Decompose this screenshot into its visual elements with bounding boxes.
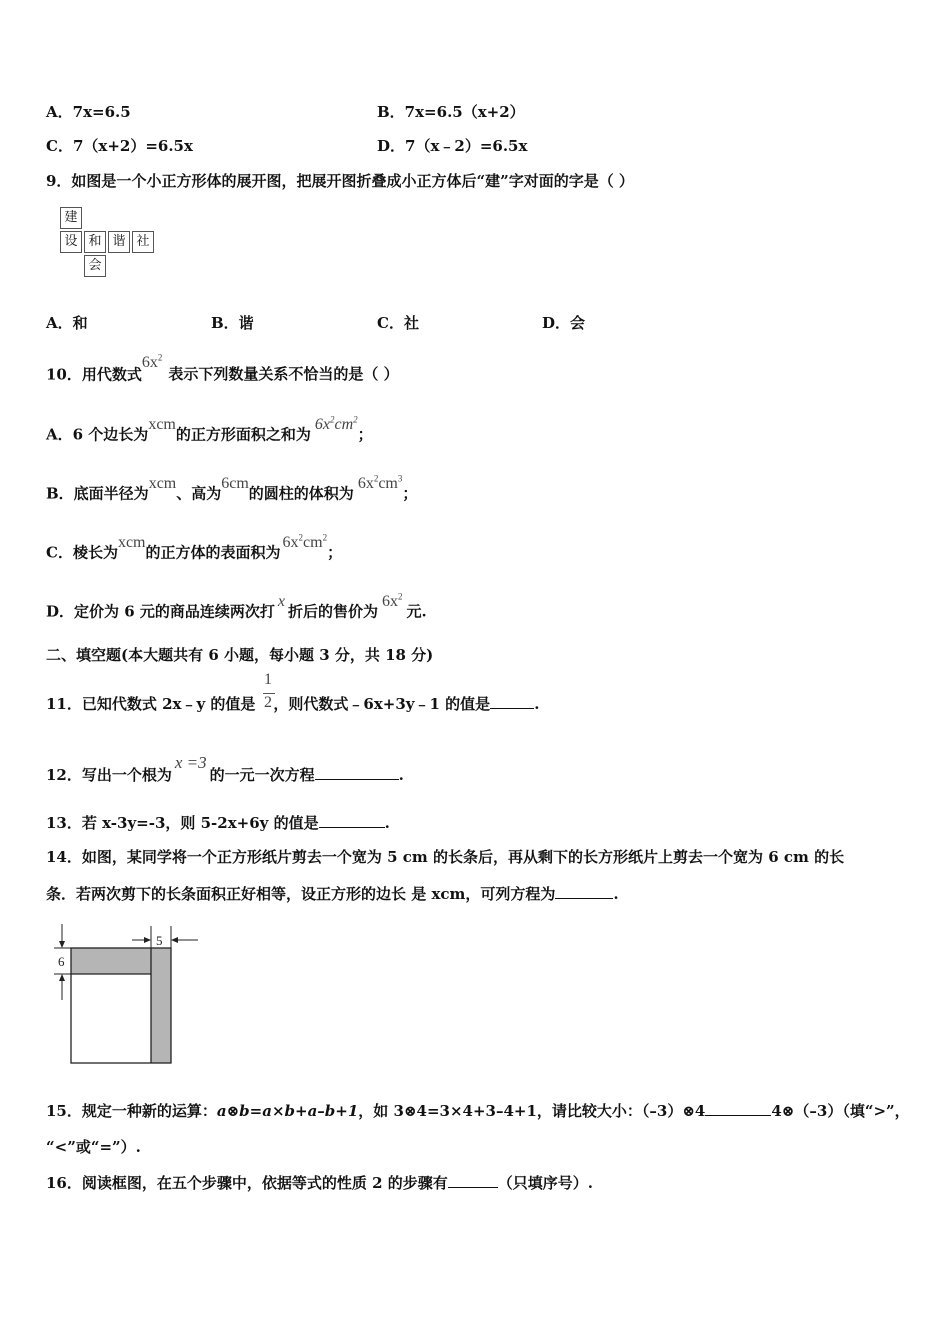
q10b-height: 6cm bbox=[221, 475, 249, 493]
q12-answer-blank[interactable] bbox=[315, 765, 399, 780]
q10a-exp1: 2 bbox=[329, 415, 335, 425]
q9-option-a: A．和 bbox=[46, 314, 88, 332]
q10a-end: ； bbox=[357, 425, 373, 444]
q16-stem bbox=[46, 1173, 593, 1193]
q10-option-b bbox=[46, 474, 418, 504]
net-cell-she2: 社 bbox=[132, 231, 154, 253]
q9-option-b: B．谐 bbox=[211, 314, 254, 332]
q10b-unit: cm bbox=[378, 475, 398, 493]
q10-post: 表示下列数量关系不恰当的是（ ） bbox=[168, 365, 399, 384]
q12-post: 的一元一次方程 bbox=[209, 766, 315, 784]
q10d-pre: D．定价为 6 元的商品连续两次打 bbox=[46, 602, 275, 621]
q10b-mid: 、高为 bbox=[176, 484, 222, 503]
q12-pre: 12．写出一个根为 bbox=[46, 766, 172, 784]
q14-answer-blank[interactable] bbox=[555, 884, 613, 899]
q10d-mid: 折后的售价为 bbox=[288, 602, 379, 621]
q8-option-b: B．7x=6.5（x+2） bbox=[377, 103, 525, 121]
q10a-exp2: 2 bbox=[353, 415, 358, 425]
q10a-expr bbox=[315, 416, 358, 433]
q10a-mid: 的正方形面积之和为 bbox=[175, 425, 311, 444]
cut-strip-5 bbox=[151, 948, 171, 1063]
q10d-exp: 2 bbox=[398, 592, 403, 602]
q16-answer-blank[interactable] bbox=[448, 1173, 498, 1188]
q15-mid: ，如 3⊗4=3×4+3–4+1，请比较大小：（–3）⊗4 bbox=[358, 1102, 706, 1120]
q10-option-c bbox=[46, 533, 343, 563]
q10c-exp2: 2 bbox=[322, 533, 328, 543]
q15-rule: a⊗b=a×b+a–b+1 bbox=[216, 1102, 359, 1120]
arrow-5-right-head bbox=[171, 937, 178, 943]
q15-answer-blank[interactable] bbox=[705, 1101, 771, 1116]
cut-strip-6 bbox=[71, 948, 151, 974]
arrow-6-top-head bbox=[59, 941, 65, 948]
q10c-mid: 的正方体的表面积为 bbox=[145, 543, 281, 562]
section-2-heading: 二、填空题(本大题共有 6 小题，每小题 3 分，共 18 分) bbox=[46, 646, 434, 664]
q10d-var: x bbox=[277, 593, 285, 611]
q14-figure bbox=[44, 922, 204, 1070]
arrow-5-left-head bbox=[144, 937, 151, 943]
q10c-expr bbox=[283, 534, 328, 551]
q10d-end: 元. bbox=[406, 602, 427, 621]
cube-net bbox=[60, 207, 160, 279]
q14-line2 bbox=[46, 884, 619, 904]
q11-frac-den: 2 bbox=[264, 694, 272, 711]
q12-stem bbox=[46, 753, 404, 785]
q10-stem bbox=[46, 353, 399, 385]
q10b-expr-base: 6x bbox=[357, 475, 374, 493]
q11-answer-blank[interactable] bbox=[490, 694, 534, 709]
q9-option-c: C．社 bbox=[377, 314, 419, 332]
net-cell-xie: 谐 bbox=[108, 231, 130, 253]
q10b-var: xcm bbox=[148, 475, 177, 493]
q13-answer-blank[interactable] bbox=[319, 813, 385, 828]
q10b-end: ； bbox=[402, 484, 418, 503]
q16-end: （只填序号）. bbox=[497, 1174, 593, 1192]
q8-option-a: A．7x=6.5 bbox=[46, 103, 131, 121]
net-cell-she: 设 bbox=[60, 231, 82, 253]
q8-option-c: C．7（x+2）=6.5x bbox=[46, 137, 193, 155]
q15-pre: 15．规定一种新的运算： bbox=[46, 1102, 217, 1120]
q10c-expr-base: 6x bbox=[282, 534, 299, 552]
q10b-pre: B．底面半径为 bbox=[46, 484, 149, 503]
label-5: 5 bbox=[156, 933, 163, 948]
q10-expr bbox=[142, 354, 163, 371]
q10-expr-base: 6x bbox=[141, 354, 158, 372]
q10c-end: ； bbox=[327, 543, 343, 562]
q10a-unit: cm bbox=[334, 416, 354, 434]
q14-end: . bbox=[613, 885, 619, 903]
q11-end: . bbox=[534, 695, 540, 713]
q12-end: . bbox=[398, 766, 404, 784]
q11-stem bbox=[46, 694, 539, 714]
q15-line2: “<”或“=”）. bbox=[46, 1138, 141, 1156]
q14-line1: 14．如图，某同学将一个正方形纸片剪去一个宽为 5 cm 的长条后，再从剩下的长方形纸片上剪去一个宽为 6 cm 的长 bbox=[46, 848, 845, 866]
q10b-expr bbox=[358, 475, 403, 492]
q10-expr-exp: 2 bbox=[157, 353, 163, 363]
q10c-pre: C．棱长为 bbox=[46, 543, 118, 562]
q10a-pre: A．6 个边长为 bbox=[46, 425, 149, 444]
q10-option-a bbox=[46, 415, 373, 445]
net-cell-hui: 会 bbox=[84, 255, 106, 277]
q10a-var: xcm bbox=[148, 416, 176, 434]
q8-option-d: D．7（x﹣2）=6.5x bbox=[377, 137, 528, 155]
q9-option-d: D．会 bbox=[542, 314, 586, 332]
q14-line2-text: 条．若两次剪下的长条面积正好相等，设正方形的边长 是 xcm，可列方程为 bbox=[46, 885, 556, 903]
q15-line1 bbox=[46, 1101, 910, 1121]
q10b-exp1: 2 bbox=[373, 474, 379, 484]
q13-end: . bbox=[384, 814, 390, 832]
arrow-6-bottom-head bbox=[59, 974, 65, 981]
q13-text: 13．若 x-3y=-3，则 5-2x+6y 的值是 bbox=[46, 814, 319, 832]
q11-post: ，则代数式﹣6x+3y﹣1 的值是 bbox=[273, 695, 491, 713]
q10-option-d bbox=[46, 592, 427, 622]
q11-frac-num: 1 bbox=[264, 671, 272, 688]
q12-expr: x =3 bbox=[174, 753, 207, 772]
q16-text: 16．阅读框图，在五个步骤中，依据等式的性质 2 的步骤有 bbox=[46, 1174, 448, 1192]
net-cell-he: 和 bbox=[84, 231, 106, 253]
q10c-exp1: 2 bbox=[298, 533, 304, 543]
q10c-var: xcm bbox=[117, 534, 146, 552]
q9-text: 9．如图是一个小正方形体的展开图，把展开图折叠成小正方体后“建”字对面的字是（ ） bbox=[46, 172, 634, 190]
q10d-expr bbox=[382, 593, 403, 610]
q10-pre: 10．用代数式 bbox=[46, 365, 142, 384]
label-6: 6 bbox=[58, 954, 65, 969]
q11-pre: 11．已知代数式 2x﹣y 的值是 bbox=[46, 695, 256, 713]
q10d-expr-base: 6x bbox=[382, 593, 399, 611]
q10c-unit: cm bbox=[303, 534, 323, 552]
q10b-mid2: 的圆柱的体积为 bbox=[248, 484, 354, 503]
q13-stem bbox=[46, 813, 390, 833]
q15-mid2: 4⊗（–3）（填“>”， bbox=[771, 1102, 910, 1120]
net-cell-jian: 建 bbox=[60, 207, 82, 229]
q10a-expr-base: 6x bbox=[314, 416, 330, 434]
q10b-exp2: 3 bbox=[397, 474, 403, 484]
